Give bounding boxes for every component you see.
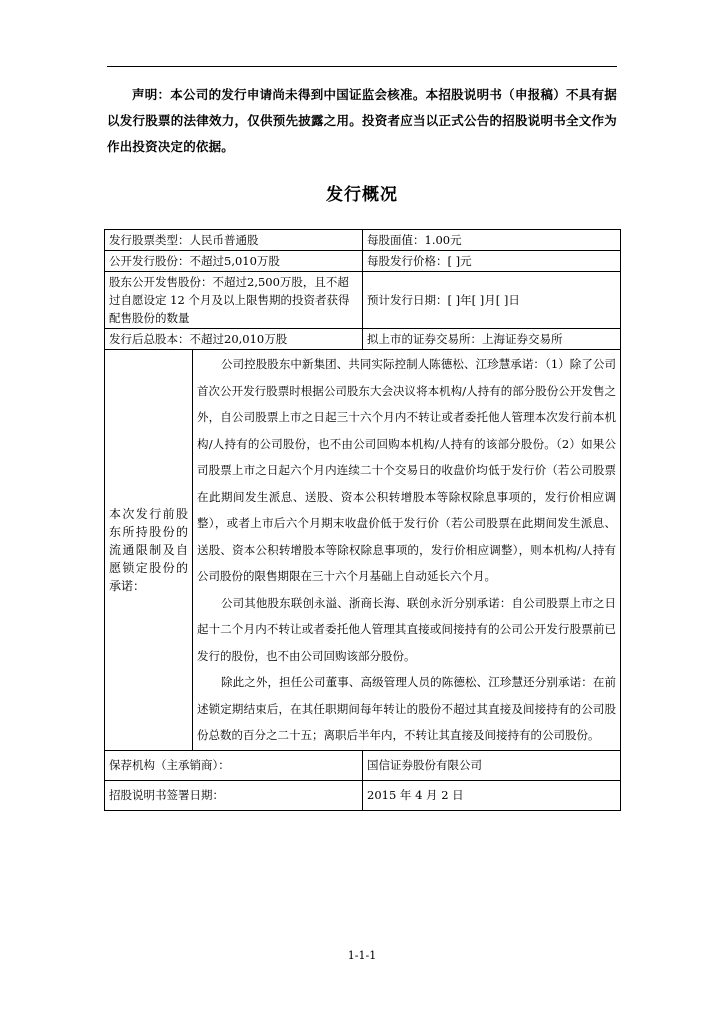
- lockup-paragraph: 公司控股股东中新集团、共同实际控制人陈德松、江珍慧承诺：（1）除了公司首次公开发行股票时根据公司股东大会决议将本机构/人持有的部分股份公开发售之外，自公司股票上市之日起三十六个月内不转让或者委托他人管理本次发行前本机构/人持有的公司股份，也不由公司回购本机构/人持有的该部分股份。（2）如果公司股票上市之日起六个月内连续二十个交易日的收盘价均低于发行价（若公司股票在此期间发生派息、送股、资本公积转增股本等除权除息事项的，发行价相应调整），或者上市后六个月期末收盘价低于发行价（若公司股票在此期间发生派息、送股、资本公积转增股本等除权除息事项的，发行价相应调整），则本机构/人持有公司股份的限售期限在三十六个月基础上自动延长六个月。: [197, 357, 616, 583]
- table-row: [105, 780, 621, 810]
- page-title: 发行概况: [326, 185, 398, 205]
- shareholder-sale-cell: 股东公开发售股份：不超过2,500万股，且不超过自愿设定 12 个月及以上限售期的投资者获得配售股份的数量: [105, 272, 363, 329]
- sponsor-label-cell: 保荐机构（主承销商）：: [105, 750, 363, 780]
- par-value-cell: 每股面值：1.00元: [363, 230, 621, 251]
- table-row: [105, 350, 621, 751]
- table-row: [105, 750, 621, 780]
- lockup-body-cell: [193, 350, 621, 751]
- lockup-paragraph: 公司其他股东联创永溢、浙商长海、联创永沂分别承诺：自公司股票上市之日起十二个月内不转让或者委托他人管理其直接或间接持有的公司公开发行股票前已发行的股份，也不由公司回购该部分股份。: [197, 595, 616, 663]
- public-offering-cell: 公开发行股份：不超过5,010万股: [105, 251, 363, 272]
- declaration-paragraph: 声明：本公司的发行申请尚未得到中国证监会核准。本招股说明书（申报稿）不具有据以发行股票的法律效力，仅供预先披露之用。投资者应当以正式公告的招股说明书全文作为作出投资决定的依据。: [107, 87, 617, 154]
- lockup-paragraph: 除此之外，担任公司董事、高级管理人员的陈德松、江珍慧还分别承诺：在前述锁定期结束后，在其任职期间每年转让的股份不超过其直接及间接持有的公司股份总数的百分之二十五；离职后半年内，不转让其直接及间接持有的公司股份。: [197, 675, 616, 742]
- sign-date-label-cell: 招股说明书签署日期：: [105, 780, 363, 810]
- issue-date-cell: 预计发行日期：[ ]年[ ]月[ ]日: [363, 272, 621, 329]
- exchange-cell: 拟上市的证券交易所：上海证券交易所: [363, 329, 621, 350]
- header-rule: [107, 66, 617, 67]
- table-row: [105, 329, 621, 350]
- sponsor-value-cell: 国信证券股份有限公司: [363, 750, 621, 780]
- issue-price-cell: 每股发行价格：[ ]元: [363, 251, 621, 272]
- offering-overview-table: [104, 229, 621, 811]
- total-capital-cell: 发行后总股本：不超过20,010万股: [105, 329, 363, 350]
- stock-type-cell: 发行股票类型：人民币普通股: [105, 230, 363, 251]
- page-number: 1-1-1: [347, 949, 377, 962]
- table-row: [105, 230, 621, 251]
- sign-date-value-cell: 2015 年 4 月 2 日: [363, 780, 621, 810]
- table-row: [105, 251, 621, 272]
- table-row: [105, 272, 621, 329]
- lockup-label-cell: 本次发行前股东所持股份的流通限制及自愿锁定股份的承诺：: [105, 350, 193, 751]
